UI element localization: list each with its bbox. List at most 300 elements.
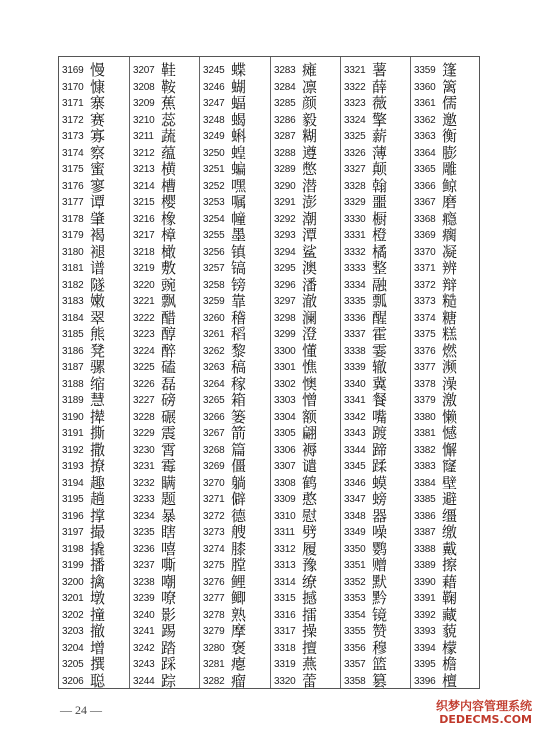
entry-number: 3255 <box>203 230 225 241</box>
entry-character: 蹄 <box>372 440 388 459</box>
entry-number: 3287 <box>274 131 296 142</box>
entry-number: 3256 <box>203 246 225 258</box>
entry-character: 澎 <box>302 193 318 211</box>
entry-character: 膝 <box>231 539 247 558</box>
entry-number: 3194 <box>62 477 84 489</box>
entry-character: 察 <box>90 143 106 162</box>
character-table <box>58 56 480 689</box>
entry-character: 鲸 <box>442 176 458 195</box>
entry-character: 镜 <box>372 605 388 624</box>
entry-number: 3238 <box>133 576 155 588</box>
entry-number: 3184 <box>62 312 84 324</box>
entry-character: 蹂 <box>372 457 388 475</box>
entry-character: 薯 <box>372 61 388 79</box>
entry-number: 3304 <box>274 411 296 423</box>
entry-number: 3174 <box>62 147 84 159</box>
entry-number: 3235 <box>133 527 155 538</box>
entry-character: 器 <box>372 506 388 525</box>
entry-number: 3378 <box>414 378 436 390</box>
entry-number: 3384 <box>414 477 436 489</box>
entry-number: 3289 <box>274 164 296 175</box>
entry-character: 箭 <box>231 424 247 442</box>
entry-number: 3240 <box>133 609 155 621</box>
entry-character: 醒 <box>372 308 388 327</box>
entry-character: 稻 <box>231 325 247 343</box>
entry-character: 霄 <box>161 440 177 459</box>
entry-number: 3186 <box>62 345 84 357</box>
entry-character: 穆 <box>372 638 388 657</box>
entry-number: 3294 <box>274 246 296 258</box>
entry-number: 3347 <box>344 494 366 505</box>
entry-character: 篱 <box>442 77 458 96</box>
entry-number: 3359 <box>414 65 436 76</box>
entry-number: 3323 <box>344 98 366 109</box>
entry-character: 默 <box>372 572 388 591</box>
entry-character: 壁 <box>442 473 458 492</box>
entry-number: 3302 <box>274 378 296 390</box>
entry-character: 憔 <box>302 358 318 376</box>
entry-number: 3192 <box>62 444 84 456</box>
entry-number: 3213 <box>133 164 155 175</box>
entry-character: 撬 <box>90 539 106 558</box>
entry-character: 肇 <box>90 209 106 228</box>
entry-character: 翠 <box>90 308 106 327</box>
entry-number: 3188 <box>62 378 84 390</box>
entry-number: 3334 <box>344 279 366 291</box>
entry-character: 缴 <box>442 523 458 541</box>
entry-number: 3326 <box>344 147 366 159</box>
entry-number: 3319 <box>274 659 296 670</box>
entry-character: 窿 <box>442 457 458 475</box>
entry-number: 3265 <box>203 395 225 406</box>
entry-character: 辙 <box>372 358 388 376</box>
entry-character: 撮 <box>90 523 106 541</box>
entry-number: 3191 <box>62 428 84 439</box>
entry-character: 翩 <box>302 424 318 442</box>
entry-character: 樟 <box>161 226 177 244</box>
entry-number: 3190 <box>62 411 84 423</box>
entry-number: 3390 <box>414 576 436 588</box>
entry-number: 3365 <box>414 164 436 175</box>
entry-character: 操 <box>302 622 318 640</box>
entry-number: 3386 <box>414 510 436 522</box>
entry-number: 3298 <box>274 312 296 324</box>
entry-number: 3196 <box>62 510 84 522</box>
entry-character: 擅 <box>302 638 318 657</box>
entry-character: 蕾 <box>302 671 318 690</box>
entry-number: 3375 <box>414 329 436 340</box>
entry-character: 澜 <box>302 308 318 327</box>
entry-number: 3292 <box>274 213 296 225</box>
entry-number: 3342 <box>344 411 366 423</box>
entry-number: 3314 <box>274 576 296 588</box>
entry-character: 螃 <box>372 490 388 508</box>
entry-number: 3212 <box>133 147 155 159</box>
entry-character: 邀 <box>442 110 458 129</box>
entry-number: 3303 <box>274 395 296 406</box>
entry-character: 檀 <box>442 671 458 690</box>
entry-number: 3279 <box>203 626 225 637</box>
entry-character: 豌 <box>161 275 177 294</box>
entry-character: 慢 <box>90 61 106 79</box>
entry-character: 鹦 <box>372 539 388 558</box>
entry-character: 缭 <box>302 572 318 591</box>
entry-character: 鲨 <box>302 242 318 261</box>
entry-character: 谭 <box>90 193 106 211</box>
entry-character: 碾 <box>161 407 177 426</box>
table-column <box>340 57 410 688</box>
entry-number: 3278 <box>203 609 225 621</box>
table-column <box>129 57 199 688</box>
entry-character: 豫 <box>302 556 318 574</box>
entry-character: 磊 <box>161 374 177 393</box>
entry-number: 3299 <box>274 329 296 340</box>
entry-character: 僻 <box>231 490 247 508</box>
entry-number: 3313 <box>274 560 296 571</box>
entry-number: 3180 <box>62 246 84 258</box>
entry-character: 遵 <box>302 143 318 162</box>
entry-character: 褥 <box>302 440 318 459</box>
entry-number: 3356 <box>344 642 366 654</box>
entry-number: 3275 <box>203 560 225 571</box>
entry-number: 3311 <box>274 527 295 538</box>
table-row <box>411 671 480 690</box>
entry-character: 震 <box>161 424 177 442</box>
entry-character: 蕉 <box>161 94 177 112</box>
entry-number: 3234 <box>133 510 155 522</box>
entry-character: 熟 <box>231 605 247 624</box>
entry-character: 赞 <box>372 622 388 640</box>
entry-character: 骡 <box>90 358 106 376</box>
entry-number: 3261 <box>203 329 225 340</box>
entry-character: 蝌 <box>231 127 247 145</box>
entry-character: 膨 <box>442 143 458 162</box>
entry-character: 踩 <box>161 655 177 673</box>
entry-character: 颠 <box>372 160 388 178</box>
entry-number: 3271 <box>203 494 225 505</box>
entry-number: 3182 <box>62 279 84 291</box>
entry-character: 磕 <box>161 358 177 376</box>
entry-character: 整 <box>372 259 388 277</box>
entry-number: 3206 <box>62 675 84 687</box>
entry-character: 戴 <box>442 539 458 558</box>
entry-character: 题 <box>161 490 177 508</box>
entry-number: 3239 <box>133 593 155 604</box>
entry-character: 蟆 <box>372 473 388 492</box>
entry-number: 3318 <box>274 642 296 654</box>
entry-character: 蝙 <box>231 160 247 178</box>
entry-number: 3383 <box>414 461 436 472</box>
entry-character: 橘 <box>372 242 388 261</box>
entry-character: 瓢 <box>372 292 388 310</box>
entry-character: 撰 <box>90 655 106 673</box>
entry-number: 3284 <box>274 81 296 93</box>
entry-character: 黎 <box>231 341 247 360</box>
entry-number: 3273 <box>203 527 225 538</box>
entry-number: 3362 <box>414 114 436 126</box>
entry-number: 3360 <box>414 81 436 93</box>
entry-number: 3315 <box>274 593 296 604</box>
entry-number: 3200 <box>62 576 84 588</box>
entry-character: 蜜 <box>90 160 106 178</box>
entry-number: 3367 <box>414 197 436 208</box>
entry-number: 3310 <box>274 510 296 522</box>
entry-character: 寨 <box>90 94 106 112</box>
entry-character: 凛 <box>302 77 318 96</box>
entry-number: 3181 <box>62 263 84 274</box>
entry-character: 撑 <box>90 506 106 525</box>
entry-number: 3170 <box>62 81 84 93</box>
entry-number: 3176 <box>62 180 84 192</box>
entry-number: 3338 <box>344 345 366 357</box>
table-column <box>59 57 129 688</box>
entry-number: 3393 <box>414 626 436 637</box>
entry-number: 3339 <box>344 362 366 373</box>
entry-character: 毅 <box>302 110 318 129</box>
entry-number: 3226 <box>133 378 155 390</box>
entry-character: 谴 <box>302 457 318 475</box>
entry-number: 3363 <box>414 131 436 142</box>
entry-number: 3172 <box>62 114 84 126</box>
entry-character: 稽 <box>231 308 247 327</box>
entry-character: 赛 <box>90 110 106 129</box>
table-row <box>341 671 410 690</box>
entry-character: 褪 <box>90 242 106 261</box>
entry-character: 橙 <box>372 226 388 244</box>
entry-number: 3348 <box>344 510 366 522</box>
entry-character: 磨 <box>442 193 458 211</box>
entry-character: 霎 <box>372 341 388 360</box>
entry-number: 3183 <box>62 296 84 307</box>
entry-character: 瞎 <box>161 523 177 541</box>
entry-number: 3220 <box>133 279 155 291</box>
entry-number: 3201 <box>62 593 84 604</box>
entry-number: 3267 <box>203 428 225 439</box>
entry-number: 3329 <box>344 197 366 208</box>
entry-character: 翰 <box>372 176 388 195</box>
entry-number: 3343 <box>344 428 366 439</box>
entry-character: 寥 <box>90 176 106 195</box>
entry-character: 凝 <box>442 242 458 261</box>
entry-character: 醋 <box>161 308 177 327</box>
entry-character: 踪 <box>161 671 177 690</box>
entry-number: 3266 <box>203 411 225 423</box>
entry-character: 憎 <box>302 391 318 409</box>
entry-character: 播 <box>90 556 106 574</box>
entry-character: 擂 <box>302 605 318 624</box>
entry-number: 3246 <box>203 81 225 93</box>
entry-number: 3364 <box>414 147 436 159</box>
entry-number: 3221 <box>133 296 155 307</box>
entry-number: 3214 <box>133 180 155 192</box>
entry-character: 鞠 <box>442 589 458 607</box>
watermark-logo <box>414 699 532 726</box>
entry-character: 橄 <box>161 242 177 261</box>
entry-number: 3341 <box>344 395 366 406</box>
entry-number: 3280 <box>203 642 225 654</box>
entry-character: 潘 <box>302 275 318 294</box>
entry-number: 3344 <box>344 444 366 456</box>
entry-character: 嘱 <box>231 193 247 211</box>
entry-number: 3242 <box>133 642 155 654</box>
entry-character: 潮 <box>302 209 318 228</box>
entry-number: 3247 <box>203 98 225 109</box>
entry-character: 鲤 <box>231 572 247 591</box>
entry-number: 3307 <box>274 461 296 472</box>
entry-number: 3358 <box>344 675 366 687</box>
table-row <box>200 671 269 690</box>
entry-character: 糙 <box>442 292 458 310</box>
entry-character: 擒 <box>90 572 106 591</box>
entry-number: 3262 <box>203 345 225 357</box>
entry-number: 3392 <box>414 609 436 621</box>
entry-character: 澡 <box>442 374 458 393</box>
entry-character: 膛 <box>231 556 247 574</box>
entry-character: 薛 <box>372 77 388 96</box>
entry-character: 镇 <box>231 242 247 261</box>
entry-number: 3354 <box>344 609 366 621</box>
entry-character: 嘹 <box>161 589 177 607</box>
entry-number: 3171 <box>62 98 84 109</box>
entry-character: 镐 <box>231 259 247 277</box>
entry-character: 横 <box>161 160 177 178</box>
entry-number: 3229 <box>133 428 155 439</box>
entry-character: 鹤 <box>302 473 318 492</box>
entry-number: 3216 <box>133 213 155 225</box>
entry-character: 撕 <box>90 424 106 442</box>
entry-number: 3258 <box>203 279 225 291</box>
entry-number: 3391 <box>414 593 436 604</box>
entry-character: 撩 <box>90 457 106 475</box>
entry-number: 3195 <box>62 494 84 505</box>
entry-character: 躺 <box>231 473 247 492</box>
table-row <box>271 671 340 690</box>
entry-character: 蕊 <box>161 110 177 129</box>
entry-number: 3254 <box>203 213 225 225</box>
entry-character: 慰 <box>302 506 318 525</box>
entry-number: 3260 <box>203 312 225 324</box>
entry-character: 避 <box>442 490 458 508</box>
entry-character: 濒 <box>442 358 458 376</box>
entry-number: 3361 <box>414 98 436 109</box>
entry-number: 3377 <box>414 362 436 373</box>
entry-character: 稼 <box>231 374 247 393</box>
entry-number: 3269 <box>203 461 225 472</box>
entry-character: 撤 <box>90 622 106 640</box>
entry-character: 篓 <box>231 407 247 426</box>
entry-character: 踱 <box>372 424 388 442</box>
entry-character: 瘫 <box>302 61 318 79</box>
entry-character: 慧 <box>90 391 106 409</box>
entry-character: 辨 <box>442 259 458 277</box>
entry-number: 3291 <box>274 197 296 208</box>
entry-number: 3207 <box>133 65 155 76</box>
entry-character: 嘴 <box>372 407 388 426</box>
entry-number: 3328 <box>344 180 366 192</box>
entry-number: 3283 <box>274 65 296 76</box>
entry-number: 3199 <box>62 560 84 571</box>
entry-number: 3209 <box>133 98 155 109</box>
entry-number: 3381 <box>414 428 436 439</box>
entry-character: 樱 <box>161 193 177 211</box>
entry-number: 3276 <box>203 576 225 588</box>
entry-number: 3285 <box>274 98 296 109</box>
entry-number: 3250 <box>203 147 225 159</box>
entry-number: 3270 <box>203 477 225 489</box>
entry-character: 蝠 <box>231 94 247 112</box>
entry-number: 3333 <box>344 263 366 274</box>
entry-character: 镑 <box>231 275 247 294</box>
entry-character: 墨 <box>231 226 247 244</box>
entry-character: 慷 <box>90 77 106 96</box>
entry-number: 3197 <box>62 527 84 538</box>
entry-number: 3225 <box>133 362 155 373</box>
entry-number: 3340 <box>344 378 366 390</box>
entry-number: 3301 <box>274 362 296 373</box>
entry-character: 蔬 <box>161 127 177 145</box>
entry-character: 潭 <box>302 226 318 244</box>
entry-character: 篷 <box>442 61 458 79</box>
entry-character: 潜 <box>302 176 318 195</box>
entry-number: 3337 <box>344 329 366 340</box>
watermark-title: 织梦内容管理系统 <box>435 699 532 713</box>
entry-character: 踏 <box>161 638 177 657</box>
entry-character: 靠 <box>231 292 247 310</box>
entry-character: 鲫 <box>231 589 247 607</box>
entry-character: 增 <box>90 638 106 657</box>
entry-character: 鞍 <box>161 77 177 96</box>
entry-character: 衡 <box>442 127 458 145</box>
entry-number: 3268 <box>203 444 225 456</box>
watermark-domain: DEDECMS.COM <box>439 713 532 726</box>
entry-number: 3382 <box>414 444 436 456</box>
entry-number: 3185 <box>62 329 84 340</box>
entry-character: 磅 <box>161 391 177 409</box>
entry-character: 履 <box>302 539 318 558</box>
entry-number: 3232 <box>133 477 155 489</box>
entry-character: 辩 <box>442 275 458 294</box>
entry-number: 3178 <box>62 213 84 225</box>
entry-character: 瘪 <box>231 655 247 673</box>
entry-number: 3371 <box>414 263 436 274</box>
entry-character: 赠 <box>372 556 388 574</box>
entry-character: 瘸 <box>442 226 458 244</box>
entry-character: 黔 <box>372 589 388 607</box>
entry-character: 橡 <box>161 209 177 228</box>
entry-number: 3173 <box>62 131 84 142</box>
entry-number: 3373 <box>414 296 436 307</box>
entry-number: 3253 <box>203 197 225 208</box>
entry-number: 3215 <box>133 197 155 208</box>
entry-number: 3290 <box>274 180 296 192</box>
entry-number: 3236 <box>133 543 155 555</box>
entry-number: 3349 <box>344 527 366 538</box>
entry-character: 僵 <box>231 457 247 475</box>
entry-character: 澄 <box>302 325 318 343</box>
entry-number: 3297 <box>274 296 296 307</box>
entry-number: 3346 <box>344 477 366 489</box>
entry-character: 餐 <box>372 391 388 409</box>
entry-number: 3308 <box>274 477 296 489</box>
entry-character: 噩 <box>372 193 388 211</box>
entry-number: 3306 <box>274 444 296 456</box>
entry-character: 憨 <box>302 490 318 508</box>
entry-number: 3295 <box>274 263 296 274</box>
entry-number: 3228 <box>133 411 155 423</box>
entry-number: 3388 <box>414 543 436 555</box>
entry-number: 3321 <box>344 65 366 76</box>
entry-number: 3357 <box>344 659 366 670</box>
